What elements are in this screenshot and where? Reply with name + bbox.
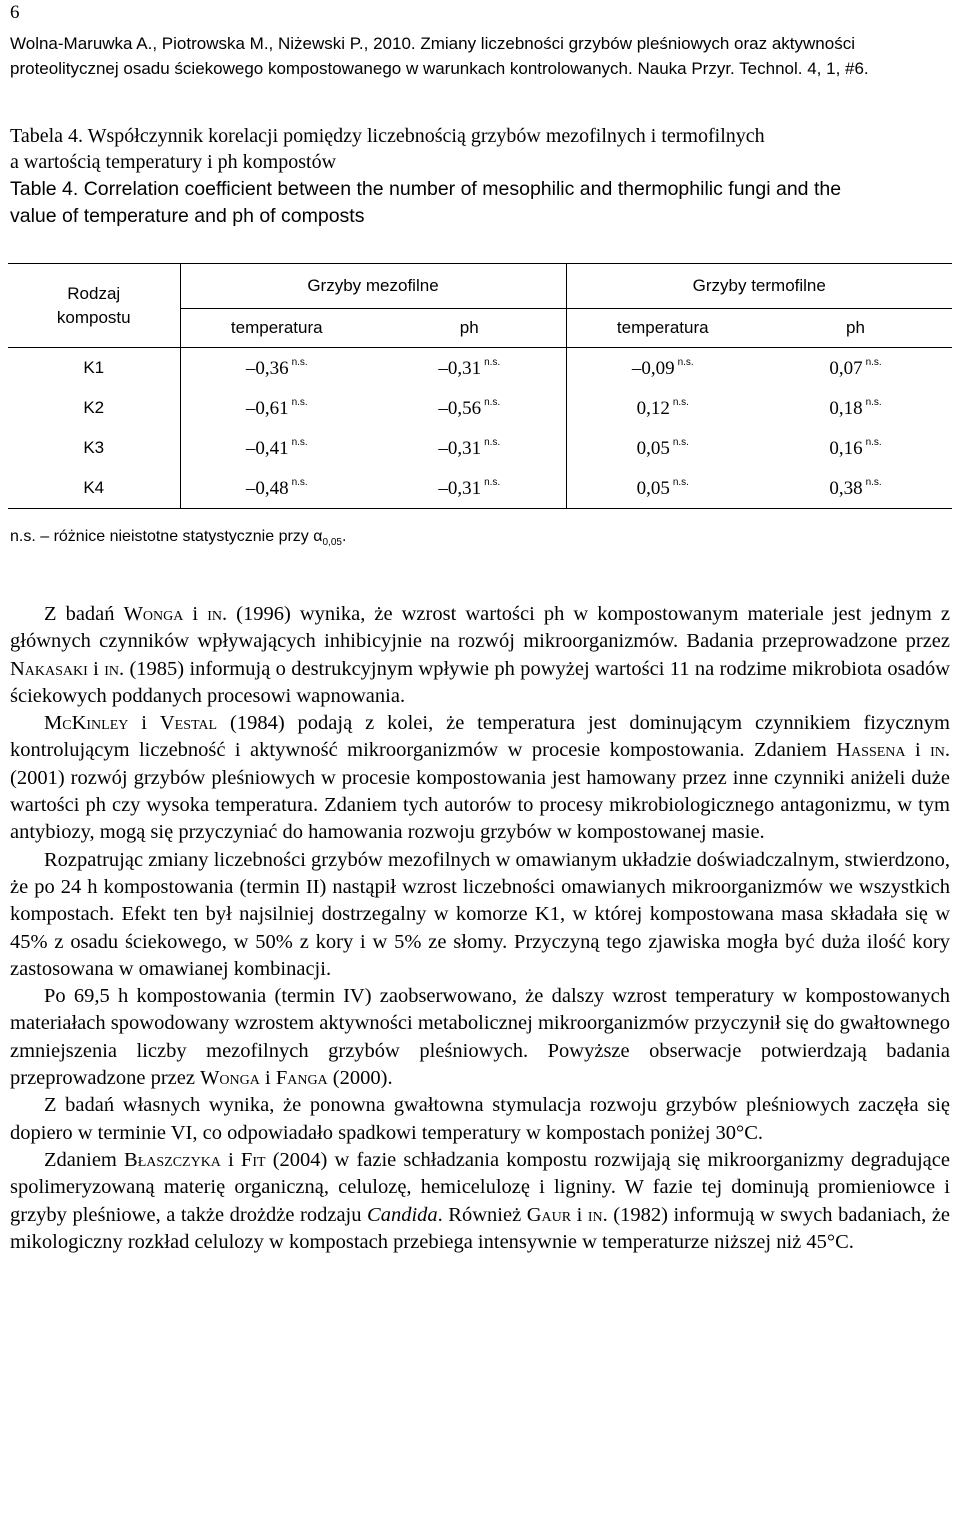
citation-line-2: proteolitycznej osadu ściekowego kompostowanego w warunkach kontrolowanych. Nauka Przyr. Technol. 4, 1, #6. — [10, 59, 869, 78]
cell-value: 0,16 — [829, 437, 863, 459]
paragraph-2 — [10, 710, 950, 846]
significance-mark: n.s. — [291, 436, 308, 448]
significance-mark: n.s. — [484, 356, 501, 368]
text-run: (2000). — [327, 1067, 393, 1090]
table-cell — [759, 428, 952, 468]
text-run: . (1996) wynika, że wzrost wartości ph w kompostowanym materiale jest jednym z głównych czynników wpływających inhibicyjnie na rozwój mikroorganizmów. Badania przeprowadzone przez — [10, 603, 950, 653]
significance-mark: n.s. — [865, 476, 882, 488]
table-cell — [180, 428, 373, 468]
significance-mark: n.s. — [291, 476, 308, 488]
author-name: Fanga — [275, 1067, 328, 1090]
body-text — [10, 601, 950, 1256]
cell-value: 0,18 — [829, 397, 863, 419]
subheader-ph-thermo: ph — [759, 309, 952, 348]
table-cell — [566, 388, 759, 428]
table-cell — [180, 348, 373, 389]
page-number: 6 — [10, 2, 20, 23]
footnote-end: . — [341, 528, 347, 545]
cell-value: 0,07 — [829, 357, 863, 379]
correlation-table — [8, 263, 952, 509]
significance-mark: n.s. — [677, 356, 694, 368]
table-row — [8, 468, 952, 509]
table-cell — [566, 428, 759, 468]
author-name: Gaur — [526, 1203, 572, 1226]
table-cell — [566, 348, 759, 389]
significance-mark: n.s. — [484, 436, 501, 448]
text-run: . (1985) informują o destrukcyjnym wpływie ph powyżej wartości 11 na rodzime mikrobiota osadów ściekowych poddanych procesowi wapnowania. — [10, 657, 950, 707]
cell-value: 0,12 — [636, 397, 670, 419]
table-row — [8, 348, 952, 389]
table-cell — [180, 468, 373, 509]
author-name: Vestal — [159, 712, 218, 735]
text-run: (2004) w fazie schładzania kompostu rozwijają się mikroorganizmy degradujące spolimeryzowaną materię organiczną, celulozę, hemicelulozę i ligniny. W fazie tej dominują promieniowce i grzyby pleśniowe, a także drożdże rodzaju — [10, 1148, 950, 1226]
subheader-temperature-thermo: temperatura — [566, 309, 759, 348]
text-run: i — [128, 712, 160, 735]
text-run: Zdaniem — [44, 1148, 125, 1171]
table-cell — [759, 388, 952, 428]
caption-en-line-1: Table 4. Correlation coefficient between the number of mesophilic and thermophilic fungi and the — [10, 178, 842, 200]
paragraph-4 — [10, 983, 950, 1092]
table-cell — [373, 428, 566, 468]
table-cell — [759, 468, 952, 509]
text-run: . (2001) rozwój grzybów pleśniowych w procesie kompostowania jest hamowany przez inne czynniki aniżeli duże wartości ph czy wysoka temperatura. Zdaniem tych autorów to procesy mikrobiologicznego antagonizmu, w tym antybiozy, mogą się przyczyniać do hamowania rozwoju grzybów w kompostowanej masie. — [10, 739, 950, 844]
cell-value: –0,31 — [438, 437, 482, 459]
text-run: Po 69,5 h kompostowania (termin IV) zaobserwowano, że dalszy wzrost temperatury w kompostowanych materiałach spowodowany wzrostem aktywności metabolicznej mikroorganizmów przyczynił się do gwałtownego zmniejszenia liczby mezofilnych grzybów pleśniowych. Powyższe obserwacje potwierdzają badania przeprowadzone przez — [10, 985, 950, 1090]
significance-mark: n.s. — [291, 356, 308, 368]
significance-mark: n.s. — [865, 436, 882, 448]
row-label: K1 — [8, 348, 180, 389]
table-row — [8, 428, 952, 468]
table-cell — [373, 468, 566, 509]
text-run: i — [905, 739, 931, 762]
table-cell — [180, 388, 373, 428]
footnote-subscript: 0,05 — [322, 537, 342, 549]
cell-value: 0,05 — [636, 437, 670, 459]
header-mesophilic: Grzyby mezofilne — [180, 264, 566, 309]
author-etal: in — [104, 657, 119, 680]
text-run: Z badań — [44, 603, 124, 625]
text-run: . (1982) informują w swych badaniach, że mikologiczny rozkład celulozy w kompostach przebiega intensywnie w temperaturze niższej niż 45°C. — [10, 1203, 951, 1253]
table-cell — [566, 468, 759, 509]
author-etal: in — [207, 603, 222, 625]
genus-name: Candida — [367, 1203, 438, 1226]
row-label: K4 — [8, 468, 180, 509]
cell-value: –0,61 — [245, 397, 289, 419]
footnote-text: n.s. – różnice nieistotne statystycznie przy α — [10, 528, 323, 545]
author-etal: in — [587, 1203, 603, 1226]
paragraph-5: Z badań własnych wynika, że ponowna gwałtowna stymulacja rozwoju grzybów pleśniowych zaczęła się dopiero w terminie VI, co odpowiadało spadkowi temperatury w kompostach poniżej 30°C. — [10, 1094, 950, 1144]
text-run: i — [259, 1067, 276, 1090]
paragraph-6 — [10, 1147, 950, 1256]
table-footnote — [10, 528, 346, 548]
text-run: i — [571, 1203, 588, 1226]
author-name: McKinley — [44, 712, 129, 735]
significance-mark: n.s. — [484, 396, 501, 408]
cell-value: 0,05 — [636, 477, 670, 499]
text-run: . Również — [437, 1203, 527, 1226]
header-compost-type: Rodzaj kompostu — [8, 264, 180, 348]
cell-value: –0,31 — [438, 357, 482, 379]
subheader-ph-meso: ph — [373, 309, 566, 348]
author-name: Fit — [240, 1148, 266, 1171]
citation-line-1: Wolna-Maruwka A., Piotrowska M., Niżewski P., 2010. Zmiany liczebności grzybów pleśniowych oraz aktywności — [10, 34, 855, 53]
author-name: Hassena — [836, 739, 906, 762]
subheader-temperature-meso: temperatura — [180, 309, 373, 348]
cell-value: 0,38 — [829, 477, 863, 499]
significance-mark: n.s. — [672, 476, 689, 488]
text-run: i — [87, 657, 105, 680]
author-etal: in — [930, 739, 945, 762]
caption-en-line-2: value of temperature and ph of composts — [10, 205, 365, 227]
text-run: i — [183, 603, 208, 625]
significance-mark: n.s. — [672, 436, 689, 448]
significance-mark: n.s. — [865, 356, 882, 368]
cell-value: –0,31 — [438, 477, 482, 499]
table-cell — [373, 348, 566, 389]
author-name: Błaszczyka — [124, 1148, 221, 1171]
caption-pl-line-1: Tabela 4. Współczynnik korelacji pomiędzy liczebnością grzybów mezofilnych i termofilnych — [10, 125, 765, 147]
paragraph-3: Rozpatrując zmiany liczebności grzybów mezofilnych w omawianym układzie doświadczalnym, stwierdzono, że po 24 h kompostowania (termin II) nastąpił wzrost liczebności omawianych mikroorganizmów we wszystkich kompostach. Efekt ten był najsilniej dostrzegalny w komorze K1, w której kompostowana masa składała się w 45% z osadu ściekowego, w 50% z kory i w 5% ze słomy. Przyczyną tego zjawiska mogła być duża ilość kory zastosowana w omawianej kombinacji. — [10, 848, 950, 980]
cell-value: –0,56 — [438, 397, 482, 419]
text-run: (1984) podają z kolei, że temperatura jest dominującym czynnikiem fizycznym kontrolującym liczebność i aktywność mikroorganizmów w procesie kompostowania. Zdaniem — [10, 712, 950, 762]
paragraph-1 — [10, 601, 950, 710]
cell-value: –0,09 — [631, 357, 675, 379]
cell-value: –0,41 — [245, 437, 289, 459]
text-run: i — [220, 1148, 241, 1171]
caption-pl-line-2: a wartością temperatury i ph kompostów — [10, 151, 337, 173]
row-label: K3 — [8, 428, 180, 468]
significance-mark: n.s. — [865, 396, 882, 408]
significance-mark: n.s. — [291, 396, 308, 408]
significance-mark: n.s. — [672, 396, 689, 408]
header-thermophilic: Grzyby termofilne — [566, 264, 952, 309]
author-name: Nakasaki — [10, 657, 88, 680]
author-name: Wonga — [200, 1067, 260, 1090]
significance-mark: n.s. — [484, 476, 501, 488]
author-name: Wonga — [123, 603, 184, 625]
table-row — [8, 388, 952, 428]
cell-value: –0,36 — [245, 357, 289, 379]
table-cell — [759, 348, 952, 389]
row-label: K2 — [8, 388, 180, 428]
table-cell — [373, 388, 566, 428]
cell-value: –0,48 — [245, 477, 289, 499]
